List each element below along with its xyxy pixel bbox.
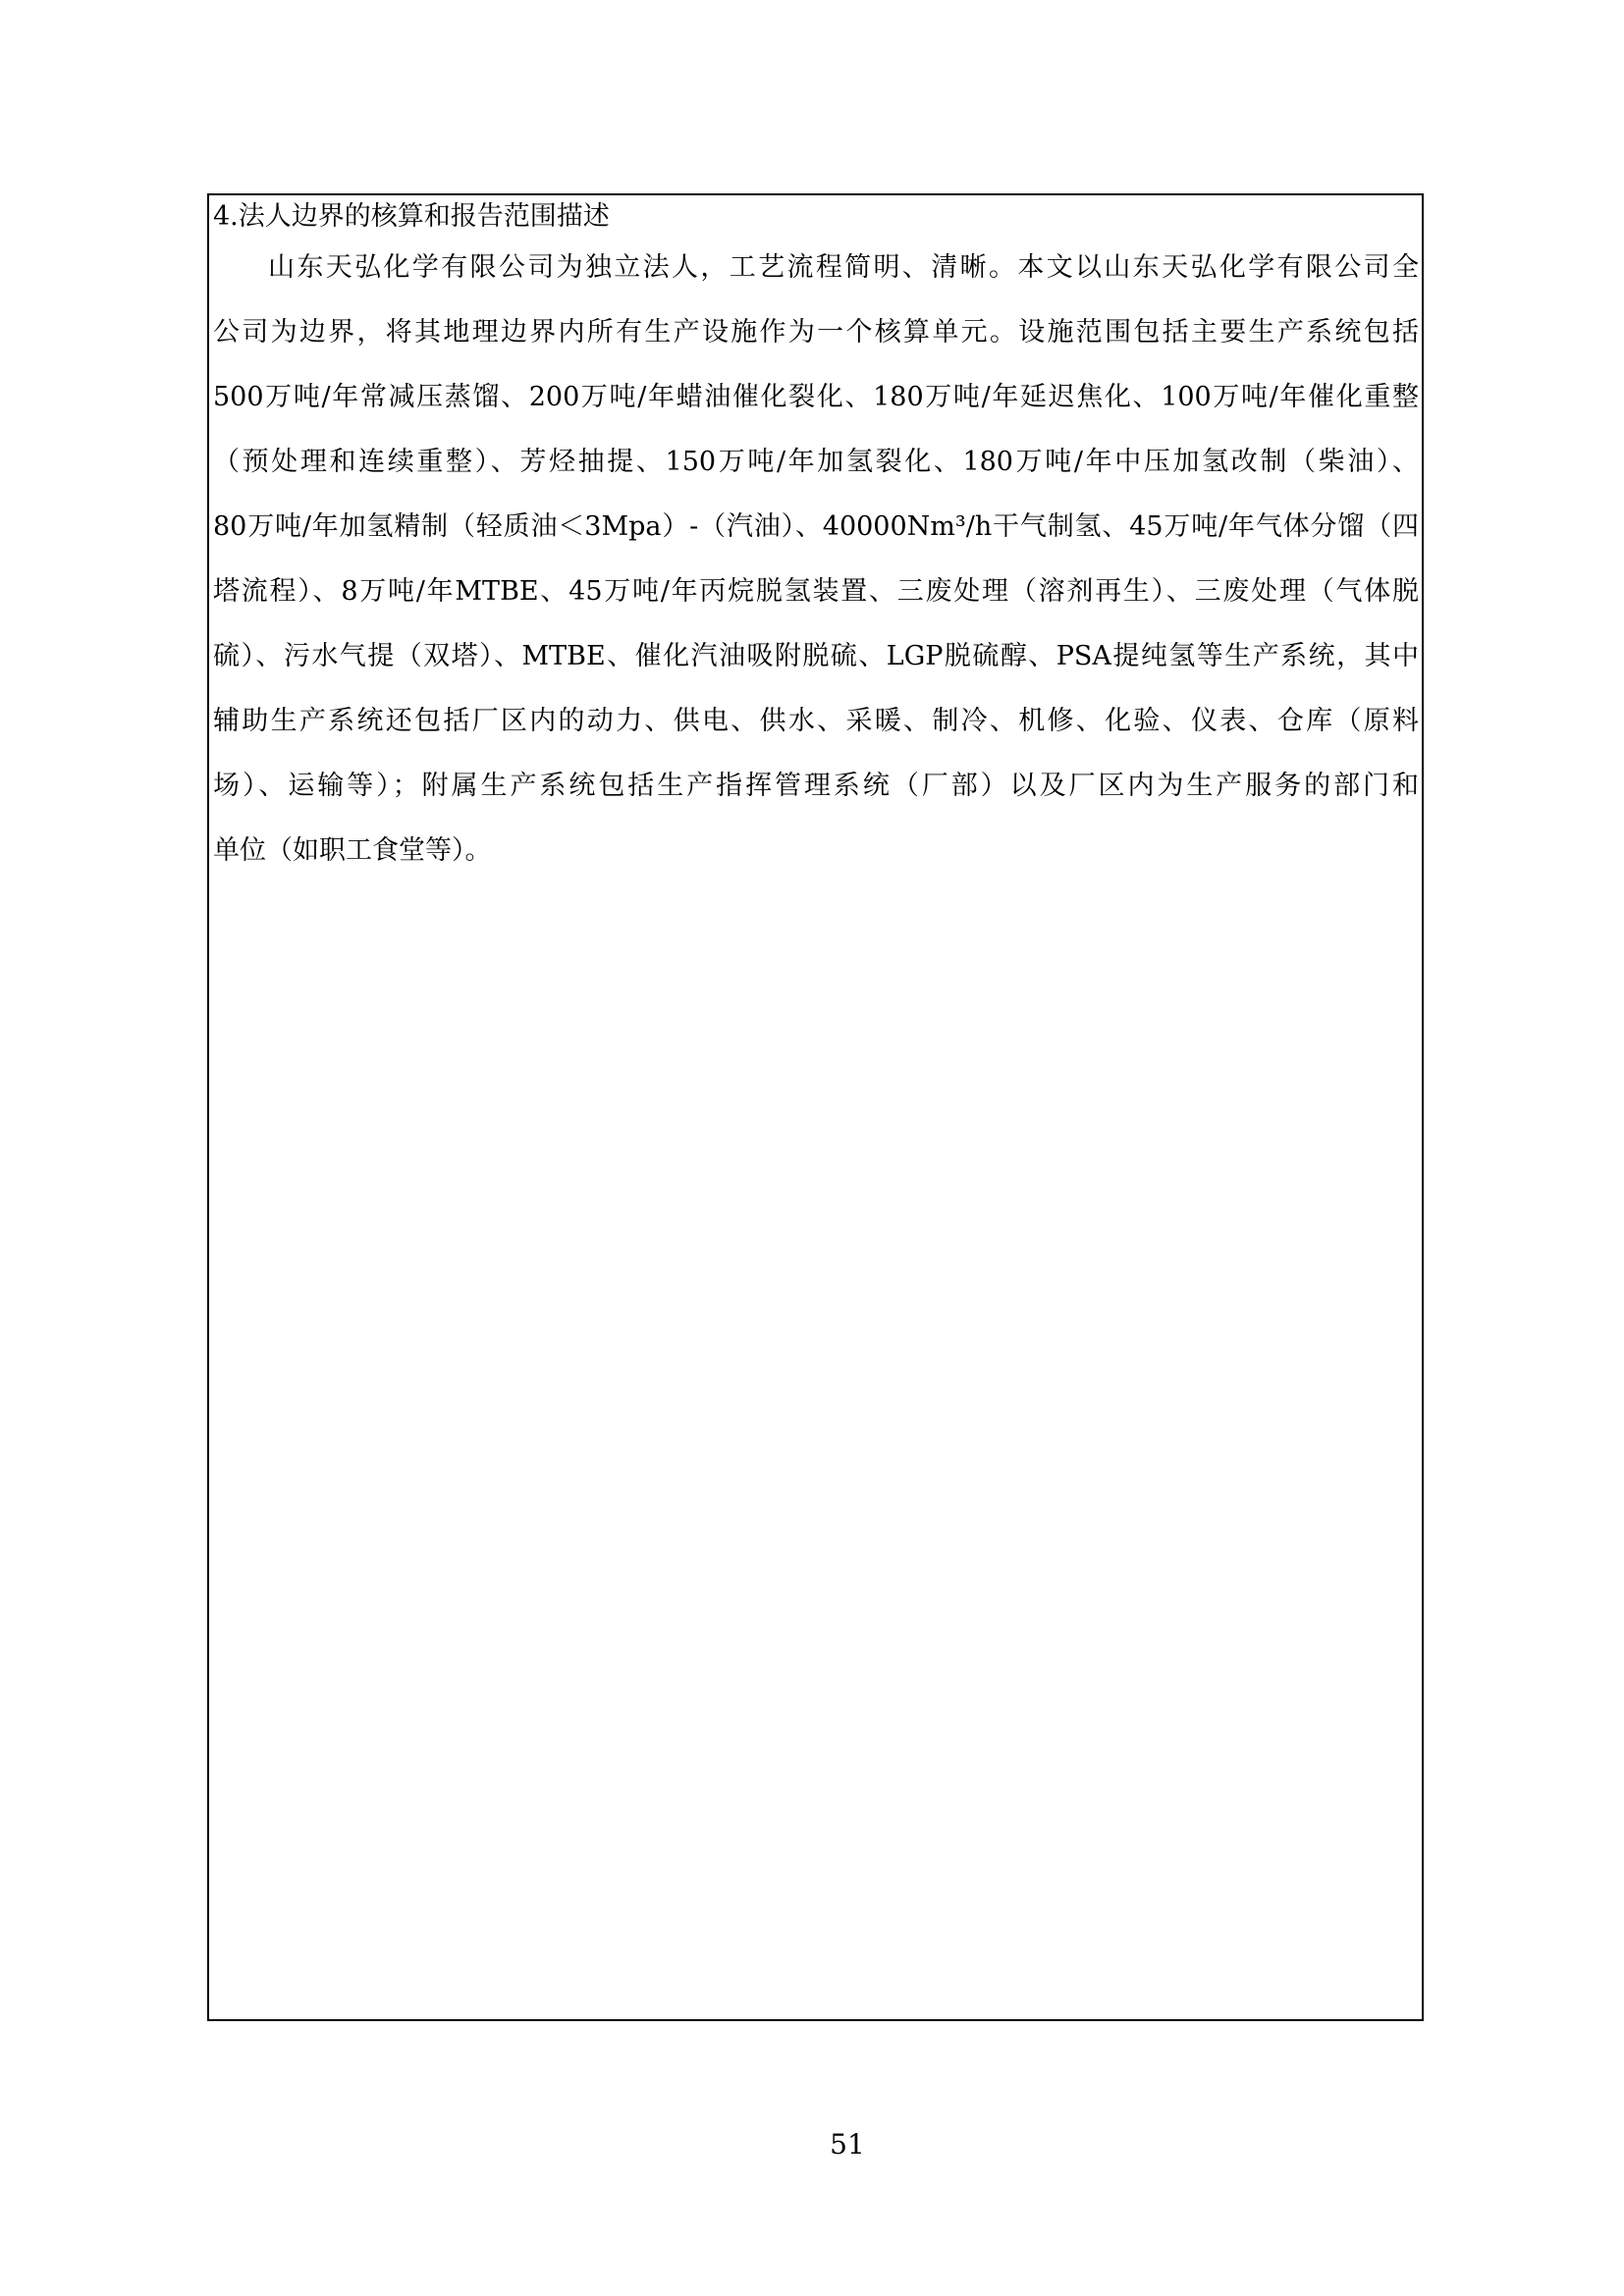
body-line-7: 硫）、污水气提（双塔）、MTBE、催化汽油吸附脱硫、LGP脱硫醇、PSA提纯氢等生产系统，其中 [213,641,1419,671]
page-number: 51 [830,2128,865,2161]
body-line-6: 塔流程）、8万吨/年MTBE、45万吨/年丙烷脱氢装置、三废处理（溶剂再生）、三废处理（气体脱 [213,576,1419,607]
body-line-4: （预处理和连续重整）、芳烃抽提、150万吨/年加氢裂化、180万吨/年中压加氢改制（柴油）、 [213,447,1419,477]
content-table-frame [207,193,1424,2021]
section-heading: 4.法人边界的核算和报告范围描述 [213,201,610,232]
body-line-2: 公司为边界，将其地理边界内所有生产设施作为一个核算单元。设施范围包括主要生产系统包括 [213,317,1419,347]
body-line-5: 80万吨/年加氢精制（轻质油＜3Mpa）-（汽油）、40000Nm³/h干气制氢、45万吨/年气体分馏（四 [213,511,1419,542]
section-body [209,246,1423,894]
body-line-8: 辅助生产系统还包括厂区内的动力、供电、供水、采暖、制冷、机修、化验、仪表、仓库（原料 [213,706,1419,736]
body-line-1: 山东天弘化学有限公司为独立法人，工艺流程简明、清晰。本文以山东天弘化学有限公司全 [268,252,1419,283]
body-line-10: 单位（如职工食堂等）。 [213,835,492,866]
body-line-3: 500万吨/年常减压蒸馏、200万吨/年蜡油催化裂化、180万吨/年延迟焦化、100万吨/年催化重整 [213,382,1419,412]
body-line-9: 场）、运输等）；附属生产系统包括生产指挥管理系统（厂部）以及厂区内为生产服务的部门和 [213,771,1419,801]
